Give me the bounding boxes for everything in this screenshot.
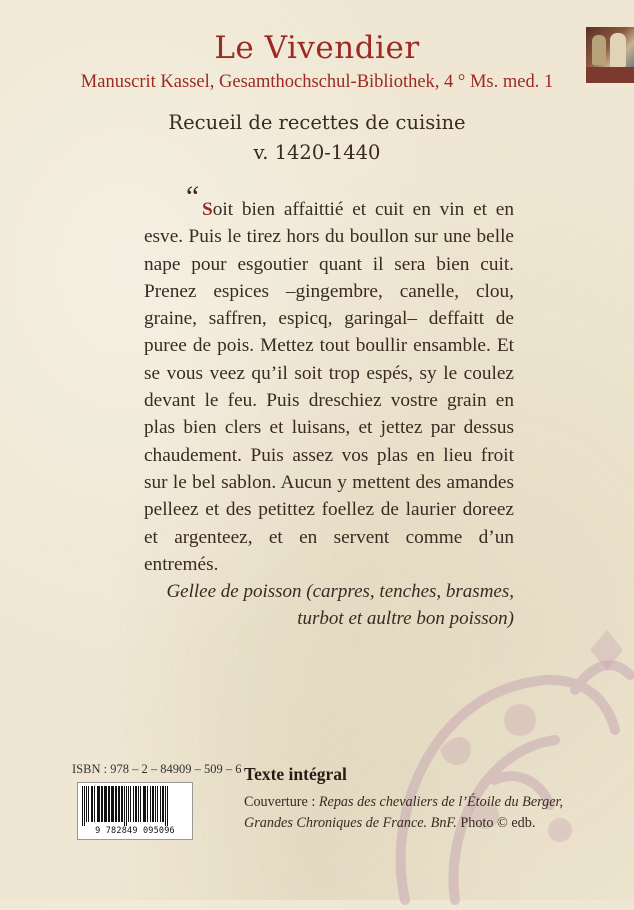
isbn-number: ISBN : 978 – 2 – 84909 – 509 – 6 [72, 762, 242, 776]
decorated-initial-letter-ornament-icon [345, 630, 634, 910]
edition-label: Texte intégral [244, 764, 347, 784]
collection-heading: Recueil de recettes de cuisine [168, 111, 466, 134]
barcode-number: 9 782849 095096 [78, 826, 192, 836]
photo-credit: Photo © edb. [456, 815, 536, 831]
drop-cap-initial: S [202, 199, 213, 220]
book-title: Le Vivendier [214, 30, 420, 66]
barcode-bars [78, 783, 192, 827]
manuscript-source: Manuscrit Kassel, Gesamthochschul-Bibliothek, 4 ° Ms. med. 1 [80, 72, 554, 92]
cover-title: Repas des chevaliers de l’Étoile du Berger, [318, 794, 563, 810]
date-range: v. 1420-1440 [253, 141, 381, 164]
recipe-text [144, 196, 514, 578]
recipe-caption [140, 578, 514, 632]
opening-quote-mark: “ [183, 180, 198, 213]
barcode [77, 782, 193, 840]
cover-credits [244, 792, 563, 834]
caption-line-1: Gellee de poisson (carpres, tenches, brasmes, [166, 581, 514, 602]
cover-source: Grandes Chroniques de France. BnF. [244, 815, 457, 831]
cover-label: Couverture : [244, 794, 319, 810]
miniature-painting-thumbnail-icon [586, 27, 634, 83]
caption-line-2: turbot et aultre bon poisson) [297, 608, 514, 629]
recipe-body: oit bien affaittié et cuit en vin et en esve. Puis le tirez hors du boullon sur une belle nape pour esgoutier quant il sera bien cuit. Prenez espices –gingembre, canelle, clou, graine, saffren, espicq, garingal– deffaitt de puree de pois. Mettez tout boullir ensamble. Et se vous veez qu’il soit trop espés, sy le coulez devant le feu. Puis dreschiez vostre grain en plas bien clers et luisans, et jettez par dessus chaudement. Puis assez vos plas en lieu froit sur le bel sablon. Aucun y mettent des amandes pelleez et des petittez foellez de laurier doreez et argenteez, et en servent comme d’un entremés. [144, 199, 514, 575]
